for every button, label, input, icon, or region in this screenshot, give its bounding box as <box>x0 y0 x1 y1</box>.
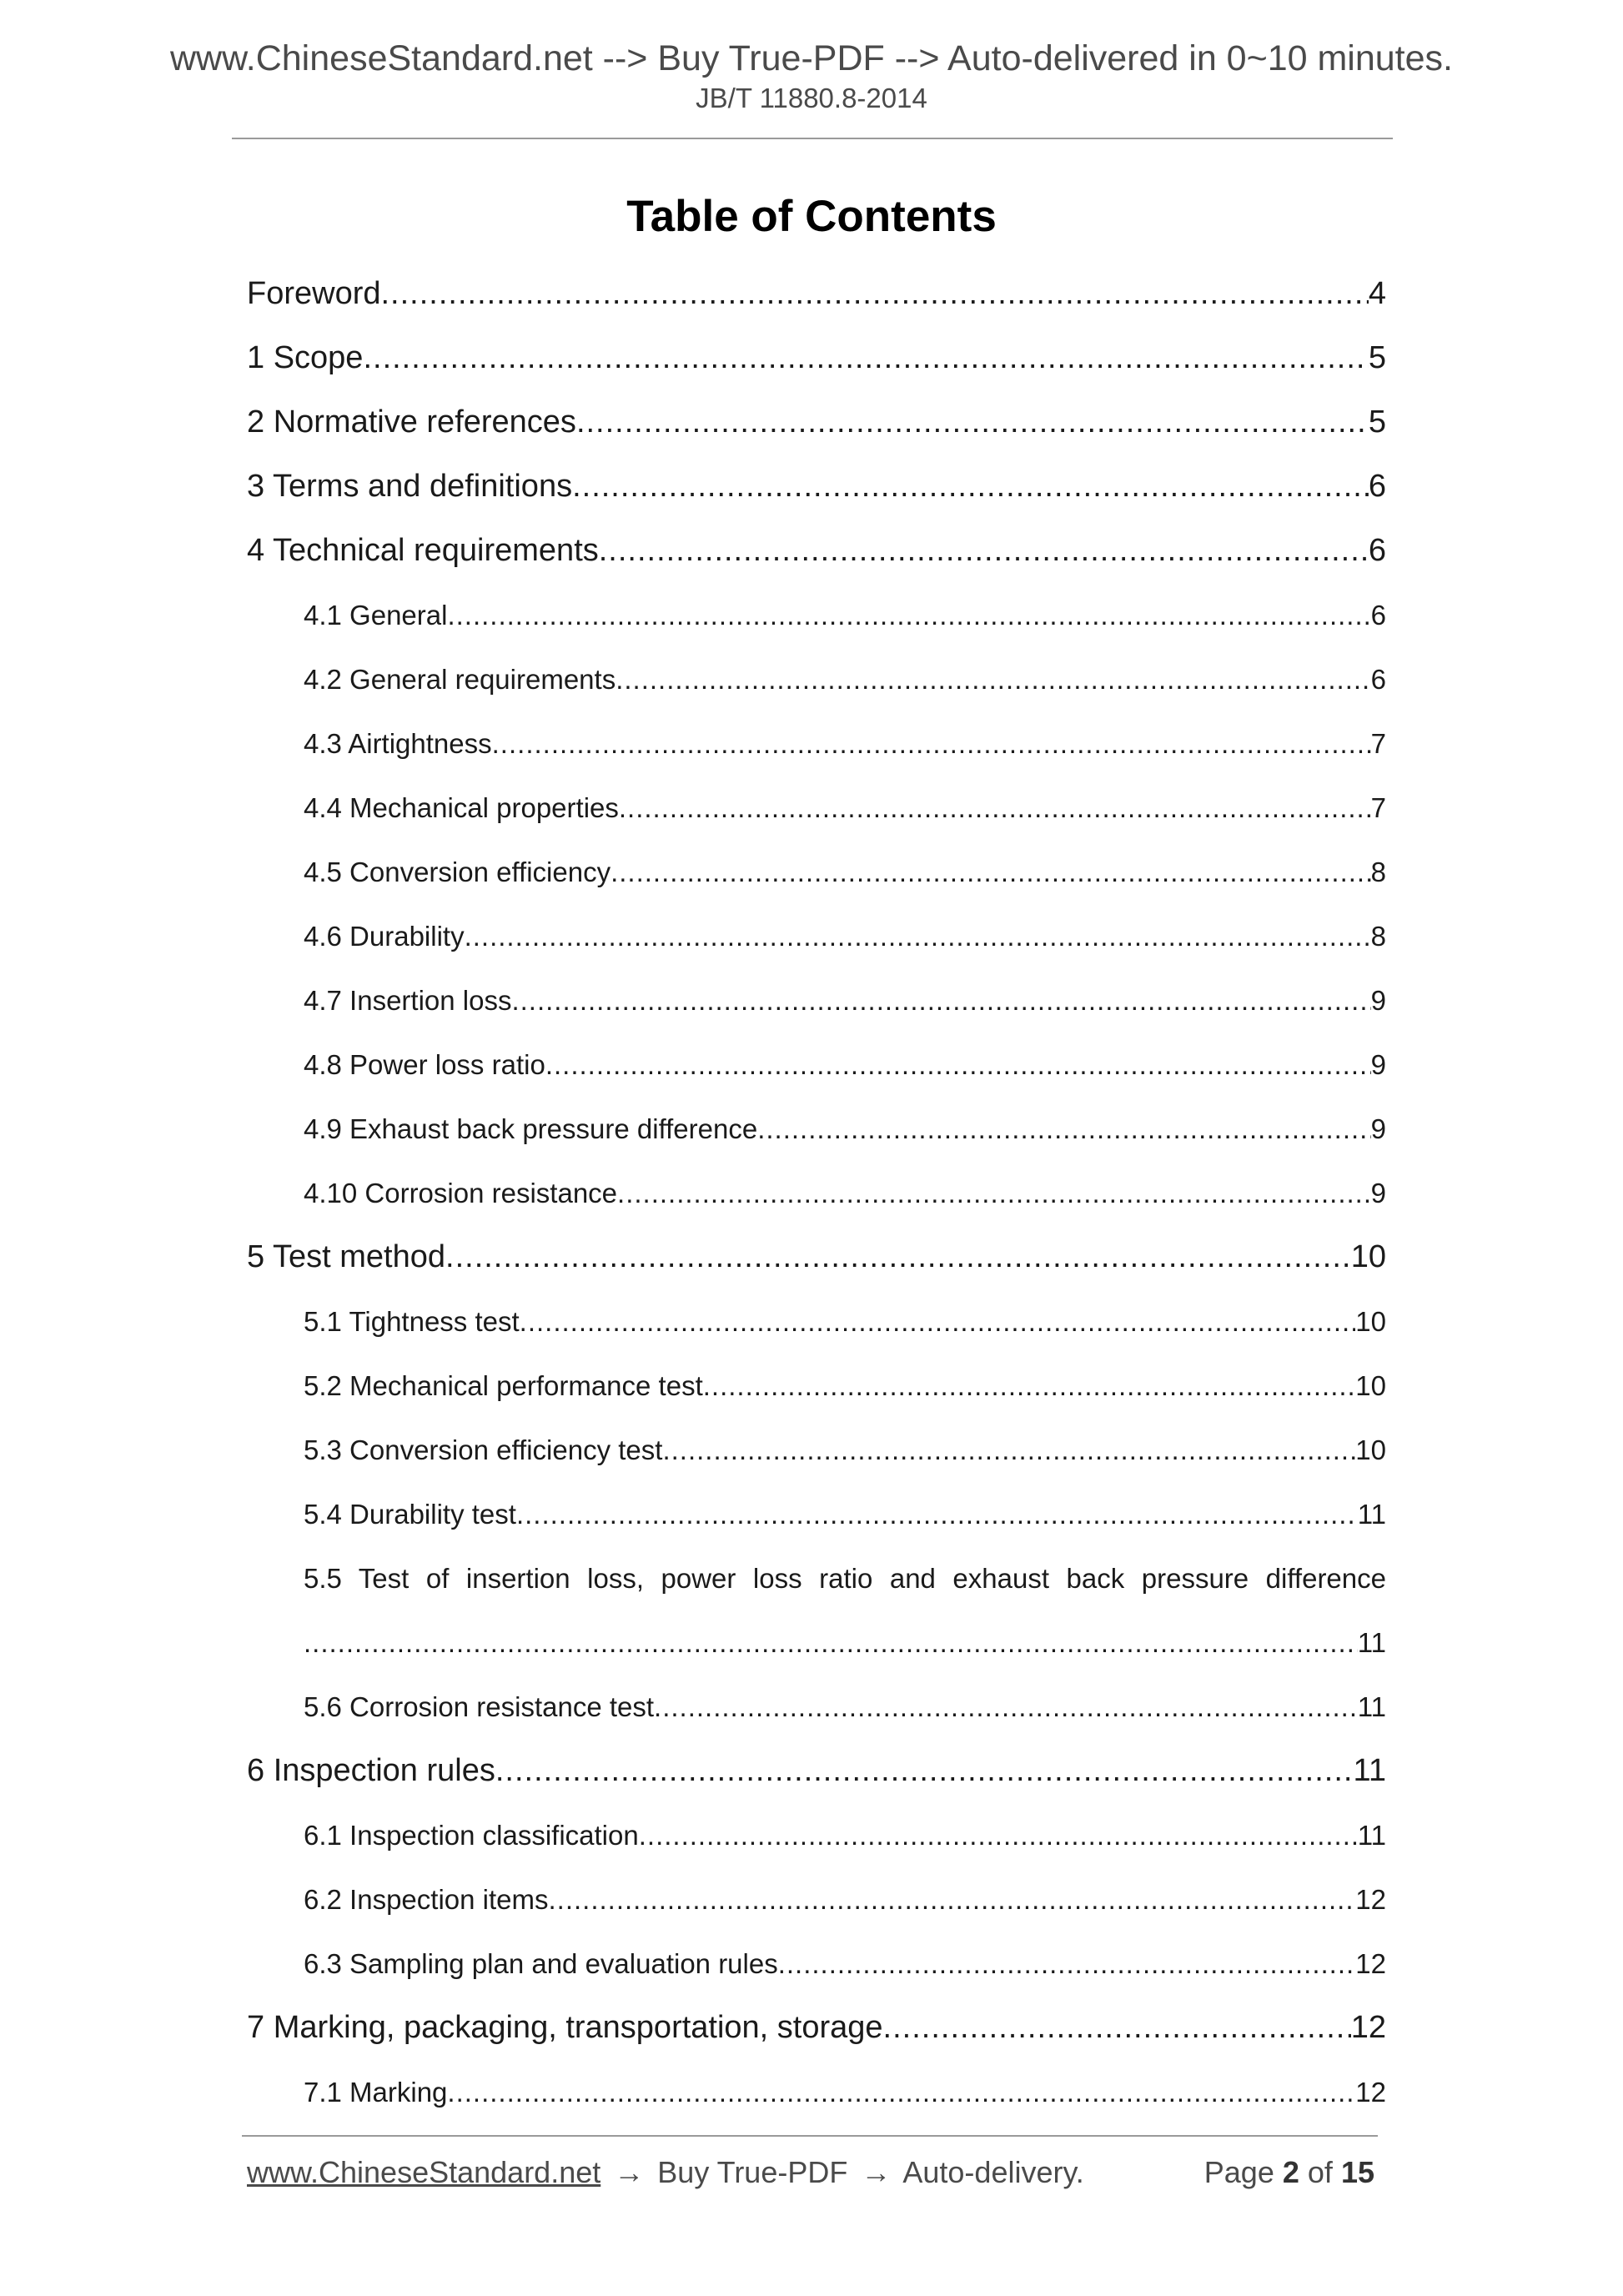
toc-entry-normative-references[interactable] <box>247 390 1386 455</box>
toc-entry-label: 5.1 Tightness test <box>304 1306 520 1337</box>
toc-entry-label: 6 Inspection rules <box>247 1753 495 1788</box>
toc-entry-label: 4.8 Power loss ratio <box>304 1049 545 1080</box>
toc-entry-label: 4 Technical requirements <box>247 533 599 568</box>
toc-entry-terms-definitions[interactable] <box>247 455 1386 519</box>
toc-entry-label: 5.6 Corrosion resistance test <box>304 1691 655 1722</box>
toc-entry-page: 10 <box>1355 1306 1386 1337</box>
page-total: 15 <box>1340 2155 1374 2189</box>
toc-entry-foreword[interactable] <box>247 262 1386 326</box>
toc-entry-4-4[interactable] <box>304 776 1386 840</box>
toc-leader-dots <box>363 326 1368 390</box>
page-word: Page <box>1203 2155 1274 2189</box>
toc-entry-label: 6.3 Sampling plan and evaluation rules <box>304 1948 778 1979</box>
toc-entry-label: Foreword <box>247 276 381 311</box>
toc-entry-label: 6.1 Inspection classification <box>304 1820 639 1851</box>
toc-entry-page: 8 <box>1370 921 1386 952</box>
toc-leader-dots <box>511 968 1370 1032</box>
toc-entry-4-8[interactable] <box>304 1032 1386 1097</box>
toc-entry-page: 10 <box>1355 1434 1386 1465</box>
toc-leader-dots <box>778 1932 1356 1996</box>
footer-divider <box>242 2135 1378 2137</box>
toc-entry-page: 7 <box>1370 728 1386 759</box>
toc-entry-page: 12 <box>1350 2010 1386 2045</box>
toc-entry-6-1[interactable] <box>304 1803 1386 1867</box>
toc-leader-dots <box>616 647 1370 711</box>
toc-entry-page: 12 <box>1355 1948 1386 1979</box>
page-indicator <box>1204 2153 1374 2192</box>
toc-entry-page: 6 <box>1368 533 1386 568</box>
toc-entry-label: 6.2 Inspection items <box>304 1884 549 1915</box>
toc-entry-page: 9 <box>1370 1113 1386 1144</box>
toc-entry-6-2[interactable] <box>304 1867 1386 1932</box>
toc-entry-page: 9 <box>1370 985 1386 1016</box>
footer-auto-text: Auto-delivery. <box>902 2155 1084 2189</box>
toc-entry-test-method[interactable] <box>247 1225 1386 1289</box>
arrow-right-icon: → <box>614 2155 645 2189</box>
toc-entry-page: 10 <box>1350 1239 1386 1274</box>
toc-leader-dots <box>572 455 1369 519</box>
toc-entry-label: 5 Test method <box>247 1239 446 1274</box>
of-word: of <box>1307 2155 1333 2189</box>
toc-entry-label: 4.9 Exhaust back pressure difference <box>304 1113 758 1144</box>
toc-entry-page: 6 <box>1368 469 1386 504</box>
toc-leader-dots <box>703 1354 1356 1418</box>
toc-entry-page: 5 <box>1368 404 1386 440</box>
toc-entry-4-7[interactable] <box>304 968 1386 1032</box>
toc-leader-dots <box>447 2060 1355 2124</box>
table-of-contents <box>0 262 1623 2124</box>
toc-entry-label: 4.5 Conversion efficiency <box>304 857 611 887</box>
toc-entry-4-2[interactable] <box>304 647 1386 711</box>
toc-leader-dots <box>599 519 1369 583</box>
toc-entry-5-5[interactable] <box>304 1546 1386 1610</box>
toc-entry-label: 1 Scope <box>247 340 364 375</box>
toc-entry-page: 6 <box>1370 600 1386 631</box>
site-banner: www.ChineseStandard.net --> Buy True-PDF --> Auto-delivered in 0~10 minutes. <box>169 38 1453 78</box>
page-title: Table of Contents <box>626 192 997 241</box>
toc-entry-label: 4.4 Mechanical properties <box>304 792 619 823</box>
toc-entry-page: 6 <box>1370 664 1386 695</box>
page-current: 2 <box>1282 2155 1299 2189</box>
toc-leader-dots <box>520 1289 1356 1354</box>
toc-entry-4-5[interactable] <box>304 840 1386 904</box>
toc-entry-scope[interactable] <box>247 326 1386 390</box>
toc-leader-dots <box>654 1675 1358 1739</box>
toc-entry-page: 9 <box>1370 1049 1386 1080</box>
toc-entry-5-4[interactable] <box>304 1482 1386 1546</box>
toc-entry-4-1[interactable] <box>304 583 1386 647</box>
toc-entry-label: 4.3 Airtightness <box>304 728 492 759</box>
toc-leader-dots <box>445 1225 1351 1289</box>
toc-leader-dots <box>495 1739 1354 1803</box>
standard-code: JB/T 11880.8-2014 <box>696 83 927 113</box>
toc-entry-6-3[interactable] <box>304 1932 1386 1996</box>
toc-leader-dots <box>883 1996 1351 2060</box>
toc-leader-dots <box>516 1482 1358 1546</box>
toc-leader-dots <box>662 1418 1355 1482</box>
arrow-right-icon: → <box>861 2155 892 2189</box>
toc-entry-page: 10 <box>1355 1370 1386 1401</box>
toc-entry-7-1[interactable] <box>304 2060 1386 2124</box>
toc-entry-4-10[interactable] <box>304 1161 1386 1225</box>
toc-entry-technical-requirements[interactable] <box>247 519 1386 583</box>
toc-entry-4-9[interactable] <box>304 1097 1386 1161</box>
toc-entry-label: 7 Marking, packaging, transportation, storage <box>247 2010 883 2045</box>
toc-entry-page: 7 <box>1370 792 1386 823</box>
toc-entry-page: 4 <box>1368 276 1386 311</box>
toc-entry-marking-packaging[interactable] <box>247 1996 1386 2060</box>
toc-leader-dots <box>617 1161 1371 1225</box>
toc-leader-dots <box>447 583 1370 647</box>
toc-leader-dots <box>492 711 1371 776</box>
footer-buy-text: Buy True-PDF <box>657 2155 848 2189</box>
page-footer <box>247 2153 1381 2192</box>
toc-entry-page: 11 <box>1357 1820 1386 1851</box>
toc-entry-label: 5.2 Mechanical performance test <box>304 1370 703 1401</box>
toc-entry-page: 11 <box>1353 1753 1386 1788</box>
toc-entry-label: 2 Normative references <box>247 404 576 440</box>
toc-entry-label: 4.6 Durability <box>304 921 465 952</box>
toc-leader-dots <box>619 776 1371 840</box>
toc-entry-label: 5.5 Test of insertion loss, power loss ratio and exhaust back pressure difference <box>304 1563 1386 1594</box>
toc-entry-page: 9 <box>1370 1178 1386 1208</box>
toc-leader-dots <box>576 390 1369 455</box>
toc-entry-page: 12 <box>1355 2077 1386 2108</box>
toc-leader-dots <box>611 840 1371 904</box>
toc-entry-label: 4.7 Insertion loss <box>304 985 512 1016</box>
toc-entry-page: 11 <box>1357 1499 1386 1530</box>
toc-entry-5-5-continuation[interactable] <box>304 1610 1386 1675</box>
toc-leader-dots <box>545 1032 1371 1097</box>
toc-entry-page: 5 <box>1368 340 1386 375</box>
toc-entry-5-6[interactable] <box>304 1675 1386 1739</box>
toc-leader-dots <box>639 1803 1358 1867</box>
toc-leader-dots <box>304 1610 1358 1675</box>
toc-leader-dots <box>549 1867 1356 1932</box>
toc-entry-label: 7.1 Marking <box>304 2077 448 2108</box>
toc-leader-dots <box>757 1097 1370 1161</box>
toc-leader-dots <box>381 262 1369 326</box>
toc-entry-5-1[interactable] <box>304 1289 1386 1354</box>
toc-entry-label: 4.2 General requirements <box>304 664 616 695</box>
header-divider <box>232 138 1393 139</box>
toc-entry-inspection-rules[interactable] <box>247 1739 1386 1803</box>
toc-entry-label: 4.1 General <box>304 600 448 631</box>
toc-entry-page: 11 <box>1357 1627 1386 1658</box>
toc-entry-4-3[interactable] <box>304 711 1386 776</box>
toc-entry-page: 8 <box>1370 857 1386 887</box>
toc-entry-label: 5.3 Conversion efficiency test <box>304 1434 663 1465</box>
toc-entry-page: 11 <box>1357 1691 1386 1722</box>
toc-entry-label: 3 Terms and definitions <box>247 469 573 504</box>
toc-entry-label: 4.10 Corrosion resistance <box>304 1178 618 1208</box>
footer-site-link[interactable]: www.ChineseStandard.net <box>247 2155 601 2189</box>
toc-entry-5-2[interactable] <box>304 1354 1386 1418</box>
toc-leader-dots <box>465 904 1371 968</box>
toc-entry-5-3[interactable] <box>304 1418 1386 1482</box>
toc-entry-label: 5.4 Durability test <box>304 1499 516 1530</box>
toc-entry-4-6[interactable] <box>304 904 1386 968</box>
toc-entry-page: 12 <box>1355 1884 1386 1915</box>
